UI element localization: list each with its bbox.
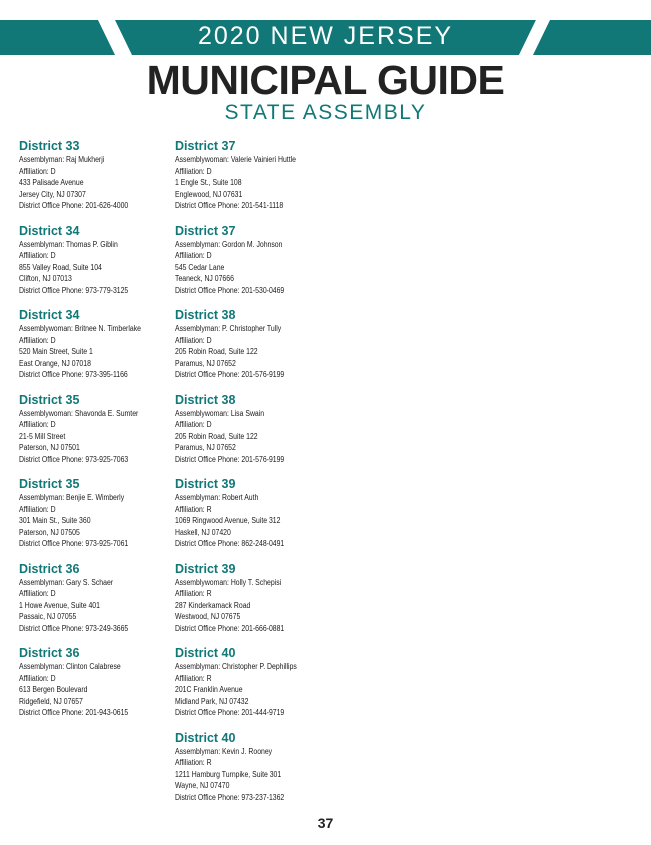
right-column bbox=[175, 138, 325, 814]
street-address: 287 Kinderkamack Road bbox=[175, 600, 251, 610]
affiliation: Affiliation: R bbox=[175, 504, 212, 514]
header-banner bbox=[0, 0, 651, 57]
office-phone: District Office Phone: 201-530-0469 bbox=[175, 285, 285, 295]
street-address: 545 Cedar Lane bbox=[175, 262, 225, 272]
street-address: 433 Palisade Avenue bbox=[19, 178, 84, 188]
street-address: 205 Robin Road, Suite 122 bbox=[175, 431, 258, 441]
page-number: 37 bbox=[317, 815, 334, 831]
member-name: Assemblyman: Gordon M. Johnson bbox=[175, 239, 283, 249]
office-phone: District Office Phone: 201-943-0615 bbox=[19, 708, 129, 718]
affiliation: Affiliation: D bbox=[175, 166, 212, 176]
office-phone: District Office Phone: 201-626-4000 bbox=[19, 201, 129, 211]
district-entry bbox=[175, 645, 325, 730]
affiliation: Affiliation: D bbox=[19, 251, 56, 261]
district-entry bbox=[175, 392, 325, 477]
affiliation: Affiliation: R bbox=[175, 589, 212, 599]
district-entry bbox=[175, 138, 325, 223]
city-line: Teaneck, NJ 07666 bbox=[175, 274, 234, 284]
city-line: Paramus, NJ 07652 bbox=[175, 358, 236, 368]
street-address: 21-5 Mill Street bbox=[19, 431, 66, 441]
affiliation: Affiliation: D bbox=[175, 420, 212, 430]
city-line: East Orange, NJ 07018 bbox=[19, 358, 91, 368]
street-address: 201C Franklin Avenue bbox=[175, 685, 243, 695]
district-heading: District 36 bbox=[19, 646, 80, 660]
office-phone: District Office Phone: 201-444-9719 bbox=[175, 708, 285, 718]
affiliation: Affiliation: D bbox=[175, 335, 212, 345]
street-address: 1 Engle St., Suite 108 bbox=[175, 178, 242, 188]
district-entry bbox=[19, 476, 169, 561]
city-line: Midland Park, NJ 07432 bbox=[175, 696, 249, 706]
street-address: 613 Bergen Boulevard bbox=[19, 685, 88, 695]
office-phone: District Office Phone: 201-666-0881 bbox=[175, 623, 285, 633]
office-phone: District Office Phone: 201-576-9199 bbox=[175, 370, 285, 380]
district-heading: District 38 bbox=[175, 392, 236, 407]
district-entry bbox=[19, 561, 169, 646]
affiliation: Affiliation: D bbox=[19, 166, 56, 176]
district-heading: District 40 bbox=[175, 646, 236, 660]
member-name: Assemblyman: Clinton Calabrese bbox=[19, 662, 121, 671]
city-line: Wayne, NJ 07470 bbox=[175, 781, 230, 791]
street-address: 301 Main St., Suite 360 bbox=[19, 516, 91, 526]
district-entry bbox=[19, 138, 169, 223]
district-heading: District 34 bbox=[19, 223, 80, 238]
district-heading: District 35 bbox=[19, 477, 80, 491]
office-phone: District Office Phone: 973-249-3665 bbox=[19, 623, 129, 633]
district-entry bbox=[19, 223, 169, 308]
street-address: 520 Main Street, Suite 1 bbox=[19, 347, 93, 357]
district-entry bbox=[175, 476, 325, 561]
street-address: 1 Howe Avenue, Suite 401 bbox=[19, 600, 100, 610]
district-entry bbox=[175, 307, 325, 392]
banner-title: 2020 NEW JERSEY bbox=[197, 22, 454, 50]
city-line: Englewood, NJ 07631 bbox=[175, 189, 243, 199]
street-address: 205 Robin Road, Suite 122 bbox=[175, 347, 258, 357]
district-heading: District 35 bbox=[19, 392, 80, 407]
city-line: Clifton, NJ 07013 bbox=[19, 274, 72, 284]
office-phone: District Office Phone: 201-576-9199 bbox=[175, 454, 285, 464]
city-line: Ridgefield, NJ 07657 bbox=[19, 696, 83, 706]
city-line: Passaic, NJ 07055 bbox=[19, 612, 77, 622]
district-entry bbox=[175, 223, 325, 308]
member-name: Assemblyman: Gary S. Schaer bbox=[19, 577, 114, 587]
street-address: 1069 Ringwood Avenue, Suite 312 bbox=[175, 516, 281, 526]
affiliation: Affiliation: R bbox=[175, 673, 212, 683]
page-subtitle: STATE ASSEMBLY bbox=[224, 101, 427, 124]
office-phone: District Office Phone: 973-925-7063 bbox=[19, 454, 129, 464]
district-entry bbox=[175, 730, 325, 815]
affiliation: Affiliation: D bbox=[19, 335, 56, 345]
affiliation: Affiliation: D bbox=[19, 589, 56, 599]
office-phone: District Office Phone: 862-248-0491 bbox=[175, 539, 285, 549]
member-name: Assemblyman: Raj Mukherji bbox=[19, 155, 105, 164]
district-heading: District 38 bbox=[175, 308, 236, 322]
city-line: Jersey City, NJ 07307 bbox=[19, 189, 86, 199]
member-name: Assemblyman: Christopher P. Dephillips bbox=[175, 662, 297, 671]
member-name: Assemblywoman: Shavonda E. Sumter bbox=[19, 408, 139, 418]
district-heading: District 39 bbox=[175, 477, 236, 491]
street-address: 1211 Hamburg Turnpike, Suite 301 bbox=[175, 769, 282, 779]
page-title: MUNICIPAL GUIDE bbox=[146, 57, 505, 103]
district-entry bbox=[19, 392, 169, 477]
member-name: Assemblywoman: Britnee N. Timberlake bbox=[19, 324, 141, 333]
member-name: Assemblyman: Thomas P. Giblin bbox=[19, 239, 118, 249]
district-entry bbox=[19, 645, 169, 730]
member-name: Assemblywoman: Lisa Swain bbox=[175, 408, 265, 418]
member-name: Assemblyman: Benjie E. Wimberly bbox=[19, 493, 125, 502]
office-phone: District Office Phone: 973-237-1362 bbox=[175, 792, 285, 802]
city-line: Westwood, NJ 07675 bbox=[175, 612, 241, 622]
city-line: Paterson, NJ 07501 bbox=[19, 443, 80, 453]
city-line: Paramus, NJ 07652 bbox=[175, 443, 236, 453]
affiliation: Affiliation: R bbox=[175, 758, 212, 768]
street-address: 855 Valley Road, Suite 104 bbox=[19, 262, 102, 272]
affiliation: Affiliation: D bbox=[175, 251, 212, 261]
district-heading: District 37 bbox=[175, 223, 236, 238]
affiliation: Affiliation: D bbox=[19, 673, 56, 683]
district-heading: District 34 bbox=[19, 308, 80, 322]
affiliation: Affiliation: D bbox=[19, 504, 56, 514]
district-heading: District 36 bbox=[19, 561, 80, 576]
member-name: Assemblyman: Robert Auth bbox=[175, 493, 259, 502]
district-heading: District 37 bbox=[175, 139, 236, 153]
affiliation: Affiliation: D bbox=[19, 420, 56, 430]
member-name: Assemblywoman: Valerie Vainieri Huttle bbox=[175, 155, 296, 164]
city-line: Paterson, NJ 07505 bbox=[19, 527, 80, 537]
office-phone: District Office Phone: 973-395-1166 bbox=[19, 370, 128, 380]
office-phone: District Office Phone: 973-779-3125 bbox=[19, 285, 129, 295]
left-column bbox=[19, 138, 169, 730]
district-entry bbox=[19, 307, 169, 392]
city-line: Haskell, NJ 07420 bbox=[175, 527, 231, 537]
district-heading: District 40 bbox=[175, 730, 236, 745]
office-phone: District Office Phone: 201-541-1118 bbox=[175, 201, 284, 211]
member-name: Assemblywoman: Holly T. Schepisi bbox=[175, 577, 282, 587]
district-entry bbox=[175, 561, 325, 646]
member-name: Assemblyman: P. Christopher Tully bbox=[175, 324, 282, 333]
member-name: Assemblyman: Kevin J. Rooney bbox=[175, 746, 273, 756]
district-heading: District 33 bbox=[19, 139, 80, 153]
district-heading: District 39 bbox=[175, 561, 236, 576]
office-phone: District Office Phone: 973-925-7061 bbox=[19, 539, 129, 549]
